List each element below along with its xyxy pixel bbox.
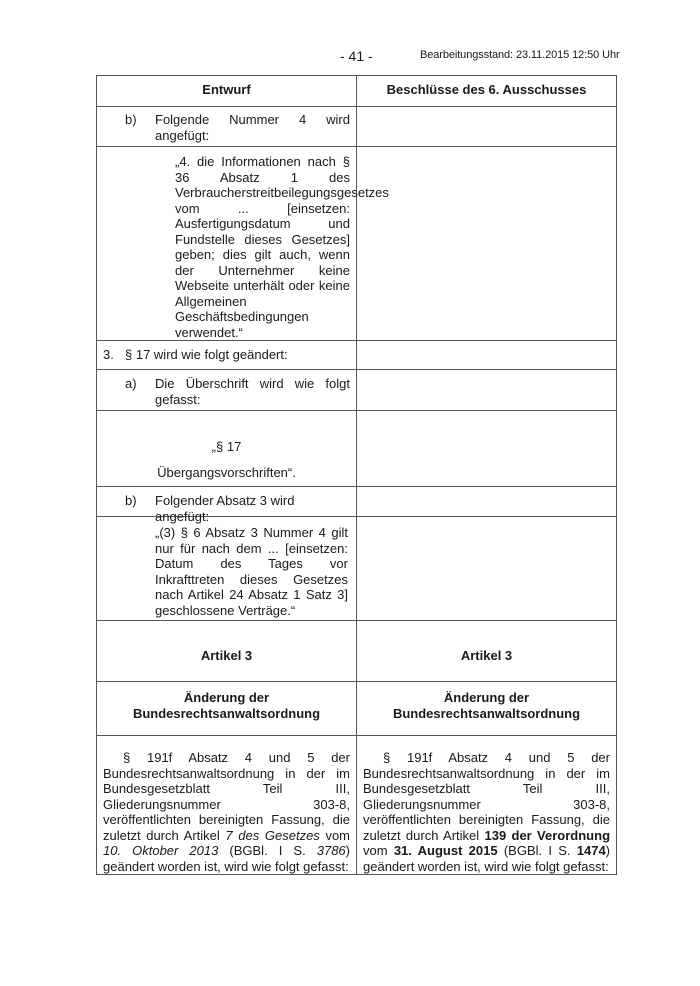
row-b2 [97,487,357,524]
empty-cell [357,107,617,147]
row-quote-3 [97,517,357,621]
article-title-left: Änderung der Bundesrechtsanwaltsordnung [97,682,357,736]
row-item3 [97,341,357,370]
empty-cell [357,147,617,341]
row-heading-17 [97,411,357,487]
item-label: b) [125,112,137,127]
item-label: b) [125,493,137,508]
article-heading-right: Artikel 3 [357,621,617,682]
quote-text: „(3) § 6 Absatz 3 Nummer 4 gilt nur für nach dem ... [einsetzen: Datum des Tages vor Inkrafttreten dieses Gesetzes nach Artikel 24 Absatz 1 Satz 3] geschlossene Verträge.“ [155,525,348,618]
empty-cell [357,487,617,517]
synopsis-table [96,75,617,875]
article-body-left: § 191f Absatz 4 und 5 der Bundesrechtsanwaltsordnung in der im Bundesgesetzblatt Teil III, Gliederungsnummer 303-8, veröffentlichten bereinigten Fassung, die zuletzt durch Artikel 7 des Gesetzes vom 10. Oktober 2013 (BGBl. I S. 3786) geändert worden ist, wird wie folgt gefasst: [97,736,357,875]
item-text: § 17 wird wie folgt geändert: [125,347,288,362]
page-header [0,48,700,64]
page-number: - 41 - [340,48,373,64]
item-text: Folgende Nummer 4 wird angefügt: [155,112,350,143]
row-b1 [97,107,357,147]
empty-cell [357,341,617,370]
item-text: Die Überschrift wird wie folgt gefasst: [155,376,350,407]
empty-cell [357,370,617,411]
quote-text: „4. die Informationen nach § 36 Absatz 1 des Verbraucherstreitbeilegungsgesetzes vom ... [einsetzen: Ausfertigungsdatum und Fundstelle dieses Gesetzes] geben; dies gilt auch, wenn der Unternehmer keine Webseite unterhält oder keine Allgemeinen Geschäftsbedingungen verwendet.“ [175,154,389,340]
row-a [97,370,357,411]
article-body-right: § 191f Absatz 4 und 5 der Bundesrechtsanwaltsordnung in der im Bundesgesetzblatt Teil III, Gliederungsnummer 303-8, veröffentlichten bereinigten Fassung, die zuletzt durch Artikel 139 der Verordnung vom 31. August 2015 (BGBl. I S. 1474) geändert worden ist, wird wie folgt gefasst: [357,736,617,875]
paragraph-title: Übergangsvorschriften“. [157,464,296,480]
item-label: 3. [103,347,114,362]
empty-cell [357,517,617,621]
column-header-left: Entwurf [97,76,357,107]
item-text: Folgender Absatz 3 wird angefügt: [155,493,295,524]
row-quote-4 [97,147,389,341]
article-title-right: Änderung der Bundesrechtsanwaltsordnung [357,682,617,736]
empty-cell [357,411,617,487]
edit-status: Bearbeitungsstand: 23.11.2015 12:50 Uhr [420,49,620,61]
article-heading-left: Artikel 3 [97,621,357,682]
paragraph-number: „§ 17 [211,439,242,454]
column-header-right: Beschlüsse des 6. Ausschusses [357,76,617,107]
item-label: a) [125,376,137,391]
